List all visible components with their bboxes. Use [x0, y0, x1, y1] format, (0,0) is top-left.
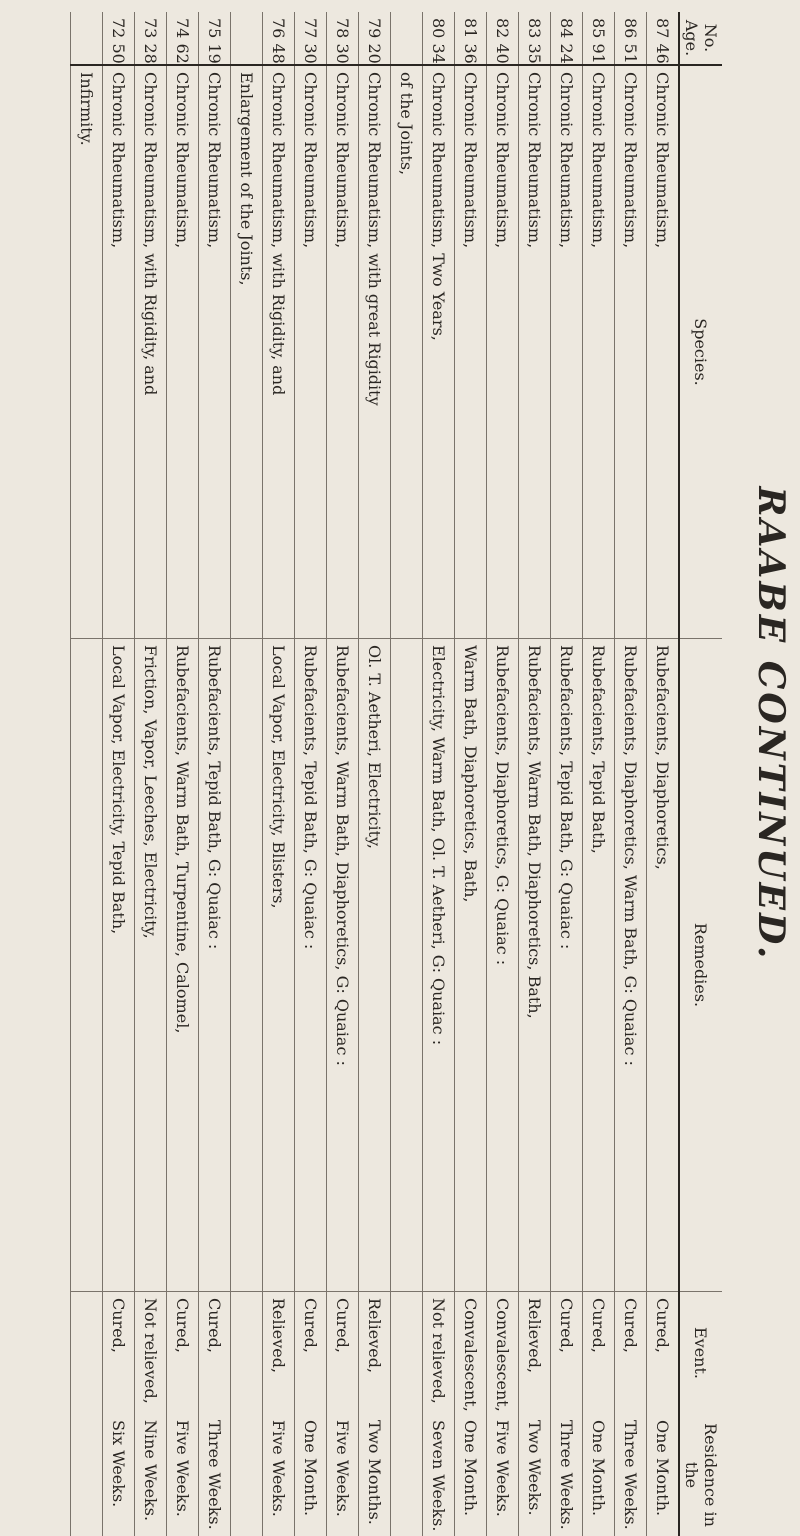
- row-remedies: [391, 639, 423, 1292]
- header-residence: Residence in the: [679, 1414, 722, 1536]
- table-row: [295, 12, 327, 1536]
- row-number: 79 20: [359, 12, 391, 65]
- row-event: Convalescent,: [455, 1292, 487, 1415]
- row-species: Infirmity.: [71, 65, 103, 639]
- row-number: 85 91: [583, 12, 615, 65]
- header-no: No. Age.: [679, 12, 722, 65]
- row-species: Chronic Rheumatism,: [551, 65, 583, 639]
- row-number: 74 62: [167, 12, 199, 65]
- row-event: Cured,: [167, 1292, 199, 1415]
- row-species: Chronic Rheumatism, with Rigidity, and: [135, 65, 167, 639]
- row-remedies: [71, 639, 103, 1292]
- row-event: Not relieved,: [135, 1292, 167, 1415]
- table-row: [327, 12, 359, 1536]
- row-number: 81 36: [455, 12, 487, 65]
- row-species: Enlargement of the Joints,: [231, 65, 263, 639]
- table-row: [487, 12, 519, 1536]
- row-species: Chronic Rheumatism,: [583, 65, 615, 639]
- row-number: 75 19: [199, 12, 231, 65]
- row-event: Relieved,: [519, 1292, 551, 1415]
- table-row: [615, 12, 647, 1536]
- row-event: [391, 1292, 423, 1415]
- table-row: [391, 12, 423, 1536]
- row-number: 77 30: [295, 12, 327, 65]
- table-header-row: [679, 12, 722, 1536]
- case-table: [70, 12, 722, 1536]
- row-species: Chronic Rheumatism, with Rigidity, and: [263, 65, 295, 639]
- row-residence: Five Weeks.: [487, 1414, 519, 1536]
- row-residence: Five Weeks.: [327, 1414, 359, 1536]
- table-row: [231, 12, 263, 1536]
- row-species: Chronic Rheumatism,: [327, 65, 359, 639]
- row-remedies: Rubefacients, Warm Bath, Diaphoretics, G: Quaiac :: [327, 639, 359, 1292]
- row-event: Cured,: [295, 1292, 327, 1415]
- row-remedies: Rubefacients, Tepid Bath, G: Quaiac :: [295, 639, 327, 1292]
- table-row: [103, 12, 135, 1536]
- table-row: [135, 12, 167, 1536]
- row-remedies: Rubefacients, Tepid Bath, G: Quaiac :: [199, 639, 231, 1292]
- row-residence: One Month.: [455, 1414, 487, 1536]
- row-species: Chronic Rheumatism,: [295, 65, 327, 639]
- row-event: [231, 1292, 263, 1415]
- row-event: Cured,: [615, 1292, 647, 1415]
- row-remedies: Rubefacients, Diaphoretics, Warm Bath, G: Quaiac :: [615, 639, 647, 1292]
- row-residence: Three Weeks.: [615, 1414, 647, 1536]
- table-row: [263, 12, 295, 1536]
- row-species: Chronic Rheumatism, Two Years,: [423, 65, 455, 639]
- table-row: [583, 12, 615, 1536]
- row-event: Cured,: [199, 1292, 231, 1415]
- row-remedies: Rubefacients, Tepid Bath,: [583, 639, 615, 1292]
- row-event: Not relieved,: [423, 1292, 455, 1415]
- row-residence: Three Weeks.: [551, 1414, 583, 1536]
- row-remedies: Rubefacients, Tepid Bath, G: Quaiac :: [551, 639, 583, 1292]
- row-event: Cured,: [103, 1292, 135, 1415]
- row-number: 73 28: [135, 12, 167, 65]
- row-remedies: Local Vapor, Electricity, Tepid Bath,: [103, 639, 135, 1292]
- row-event: Cured,: [583, 1292, 615, 1415]
- row-number: 86 51: [615, 12, 647, 65]
- row-event: Convalescent,: [487, 1292, 519, 1415]
- row-residence: One Month.: [647, 1414, 680, 1536]
- row-residence: Five Weeks.: [263, 1414, 295, 1536]
- table-row: [167, 12, 199, 1536]
- row-number: 80 34: [423, 12, 455, 65]
- row-residence: [231, 1414, 263, 1536]
- header-event: Event.: [679, 1292, 722, 1415]
- table-row: [519, 12, 551, 1536]
- row-residence: Five Weeks.: [167, 1414, 199, 1536]
- row-residence: Six Weeks.: [103, 1414, 135, 1536]
- row-number: 84 24: [551, 12, 583, 65]
- row-remedies: Local Vapor, Electricity, Blisters,: [263, 639, 295, 1292]
- table-row: [551, 12, 583, 1536]
- row-remedies: Rubefacients, Warm Bath, Turpentine, Calomel,: [167, 639, 199, 1292]
- row-species: Chronic Rheumatism,: [615, 65, 647, 639]
- row-number: 82 40: [487, 12, 519, 65]
- page-heading: RAABE CONTINUED.: [750, 486, 792, 962]
- row-species: Chronic Rheumatism,: [519, 65, 551, 639]
- row-species: Chronic Rheumatism,: [487, 65, 519, 639]
- row-species: Chronic Rheumatism,: [647, 65, 680, 639]
- table-row: [71, 12, 103, 1536]
- row-event: Cured,: [327, 1292, 359, 1415]
- table-row: [199, 12, 231, 1536]
- row-residence: [391, 1414, 423, 1536]
- row-residence: One Month.: [583, 1414, 615, 1536]
- row-residence: [71, 1414, 103, 1536]
- row-event: Cured,: [551, 1292, 583, 1415]
- row-species: Chronic Rheumatism, with great Rigidity: [359, 65, 391, 639]
- row-event: [71, 1292, 103, 1415]
- row-remedies: Rubefacients, Diaphoretics,: [647, 639, 680, 1292]
- row-number: 76 48: [263, 12, 295, 65]
- row-species: Chronic Rheumatism,: [103, 65, 135, 639]
- row-residence: Two Weeks.: [519, 1414, 551, 1536]
- row-number: 78 30: [327, 12, 359, 65]
- row-remedies: Warm Bath, Diaphoretics, Bath,: [455, 639, 487, 1292]
- table-row: [647, 12, 680, 1536]
- row-remedies: Friction, Vapor, Leeches, Electricity,: [135, 639, 167, 1292]
- row-number: 72 50: [103, 12, 135, 65]
- row-remedies: Rubefacients, Diaphoretics, G: Quaiac :: [487, 639, 519, 1292]
- row-remedies: Electricity, Warm Bath, Ol. T. Aetheri, G: Quaiac :: [423, 639, 455, 1292]
- row-residence: Seven Weeks.: [423, 1414, 455, 1536]
- row-event: Relieved,: [263, 1292, 295, 1415]
- row-number: [71, 12, 103, 65]
- row-event: Relieved,: [359, 1292, 391, 1415]
- row-number: [391, 12, 423, 65]
- row-remedies: [231, 639, 263, 1292]
- row-number: [231, 12, 263, 65]
- row-species: of the Joints,: [391, 65, 423, 639]
- row-species: Chronic Rheumatism,: [455, 65, 487, 639]
- row-residence: One Month.: [295, 1414, 327, 1536]
- row-number: 87 46: [647, 12, 680, 65]
- row-remedies: Rubefacients, Warm Bath, Diaphoretics, Bath,: [519, 639, 551, 1292]
- row-residence: Two Months.: [359, 1414, 391, 1536]
- header-species: Species.: [679, 65, 722, 639]
- row-residence: Nine Weeks.: [135, 1414, 167, 1536]
- row-number: 83 35: [519, 12, 551, 65]
- row-species: Chronic Rheumatism,: [199, 65, 231, 639]
- header-remedies: Remedies.: [679, 639, 722, 1292]
- row-remedies: Ol. T. Aetheri, Electricity,: [359, 639, 391, 1292]
- table-row: [455, 12, 487, 1536]
- row-residence: Three Weeks.: [199, 1414, 231, 1536]
- table-row: [359, 12, 391, 1536]
- row-species: Chronic Rheumatism,: [167, 65, 199, 639]
- row-event: Cured,: [647, 1292, 680, 1415]
- table-body: [71, 12, 680, 1536]
- table-row: [423, 12, 455, 1536]
